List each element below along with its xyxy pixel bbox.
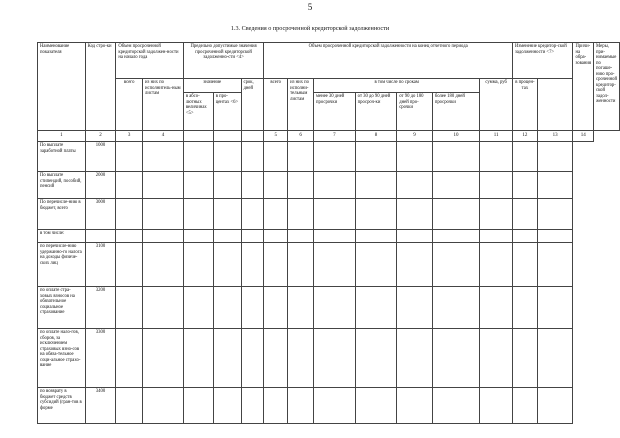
header-allowed-values: Предельно допустимые значения просроченной кредиторской задолженно-сти <4> — [183, 43, 263, 79]
data-cell[interactable] — [480, 199, 513, 230]
data-cell[interactable] — [264, 230, 288, 243]
row-line-code: 3400 — [85, 388, 116, 424]
data-cell[interactable] — [264, 199, 288, 230]
data-cell[interactable] — [355, 388, 397, 424]
row-indicator-name: по оплате нало-гов, сборов, за исключением страховых взно-сов на обяза-тельное соци-альное страхо-вание — [38, 329, 86, 388]
data-cell[interactable] — [432, 230, 479, 243]
table-row — [38, 142, 620, 172]
column-number: 4 — [143, 131, 184, 142]
data-cell[interactable] — [355, 287, 397, 329]
data-cell[interactable] — [143, 172, 184, 199]
data-cell[interactable] — [355, 230, 397, 243]
data-cell[interactable] — [213, 243, 241, 287]
data-cell[interactable] — [537, 329, 573, 388]
data-cell[interactable] — [143, 329, 184, 388]
column-number: 2 — [85, 131, 116, 142]
data-cell[interactable] — [432, 142, 479, 172]
column-number: 1 — [38, 131, 86, 142]
data-cell[interactable] — [397, 287, 433, 329]
column-number: 14 — [573, 131, 594, 142]
header-writs-end: из них по исполни-тельным листам — [288, 79, 314, 131]
data-cell[interactable] — [537, 243, 573, 287]
column-number: 7 — [314, 131, 356, 142]
data-cell[interactable] — [355, 172, 397, 199]
column-number: 6 — [288, 131, 314, 142]
header-overdue-end: Объем просроченной кредиторской задолженности на конец отчетного периода — [264, 43, 513, 79]
data-cell[interactable] — [116, 142, 143, 172]
table-row — [38, 388, 620, 424]
header-gt180: более 180 дней просрочки — [432, 93, 479, 131]
header-90-180: от 90 до 180 дней про-срочки — [397, 93, 433, 131]
data-cell[interactable] — [480, 142, 513, 172]
data-cell[interactable] — [314, 199, 356, 230]
data-rows — [38, 142, 620, 424]
data-cell[interactable] — [143, 230, 184, 243]
header-sum-rub: сумма, руб — [480, 79, 513, 131]
data-cell[interactable] — [241, 329, 264, 388]
data-cell[interactable] — [264, 243, 288, 287]
column-number: 8 — [355, 131, 397, 142]
table-row — [38, 243, 620, 287]
row-line-code: 3100 — [85, 243, 116, 287]
data-cell[interactable] — [241, 243, 264, 287]
row-line-code: 3200 — [85, 287, 116, 329]
table-row — [38, 329, 620, 388]
data-cell[interactable] — [480, 287, 513, 329]
data-cell[interactable] — [537, 230, 573, 243]
column-number: 10 — [432, 131, 479, 142]
data-cell[interactable] — [397, 142, 433, 172]
data-cell[interactable] — [512, 142, 537, 172]
data-cell[interactable] — [116, 243, 143, 287]
data-cell[interactable] — [241, 199, 264, 230]
data-cell[interactable] — [213, 230, 241, 243]
data-cell[interactable] — [480, 172, 513, 199]
data-cell[interactable] — [314, 243, 356, 287]
data-cell[interactable] — [314, 388, 356, 424]
table-row — [38, 230, 620, 243]
data-cell[interactable] — [288, 142, 314, 172]
data-cell[interactable] — [537, 172, 573, 199]
data-cell[interactable] — [355, 142, 397, 172]
data-cell[interactable] — [143, 142, 184, 172]
table-row — [38, 172, 620, 199]
data-cell[interactable] — [512, 287, 537, 329]
data-cell[interactable] — [397, 329, 433, 388]
data-cell[interactable] — [537, 287, 573, 329]
row-indicator-name: По выплате стипендий, пособий, пенсий — [38, 172, 86, 199]
data-cell[interactable] — [397, 199, 433, 230]
row-indicator-name: по перечисле-нию удержанно-го налога на доходы физиче-ских лиц — [38, 243, 86, 287]
data-cell[interactable] — [213, 142, 241, 172]
row-indicator-name: по возврату в бюджет средств субсидий (гран-тов в форме — [38, 388, 86, 424]
data-cell[interactable] — [432, 388, 479, 424]
data-cell[interactable] — [355, 199, 397, 230]
data-cell[interactable] — [397, 172, 433, 199]
column-number: 3 — [116, 131, 143, 142]
data-cell[interactable] — [512, 329, 537, 388]
data-cell[interactable] — [143, 287, 184, 329]
data-cell[interactable] — [288, 388, 314, 424]
column-numbers-row — [38, 131, 620, 142]
data-cell[interactable] — [116, 287, 143, 329]
data-cell[interactable] — [288, 230, 314, 243]
data-cell[interactable] — [264, 329, 288, 388]
table-row — [38, 287, 620, 329]
data-cell[interactable] — [355, 329, 397, 388]
data-cell[interactable] — [314, 329, 356, 388]
data-cell[interactable] — [241, 230, 264, 243]
data-cell[interactable] — [183, 287, 213, 329]
header-measures: Меры, при-нимаемые по погаше-нию про-сроченной кредитор-ской задол-женности — [594, 43, 620, 131]
data-cell[interactable] — [512, 243, 537, 287]
column-number: 12 — [512, 131, 537, 142]
header-indicator-name: Наименование показателя — [38, 43, 86, 131]
data-cell[interactable] — [183, 388, 213, 424]
data-cell[interactable] — [314, 287, 356, 329]
data-cell[interactable] — [432, 199, 479, 230]
header-in-percent: в процен-тах — [512, 79, 537, 131]
data-cell[interactable] — [116, 199, 143, 230]
data-cell[interactable] — [537, 142, 573, 172]
data-cell[interactable] — [241, 388, 264, 424]
header-absolute: в абсо-лютных величинах <5> — [183, 93, 213, 131]
data-cell[interactable] — [264, 287, 288, 329]
data-cell[interactable] — [432, 287, 479, 329]
data-cell[interactable] — [314, 230, 356, 243]
row-indicator-name: по оплате стра-ховых взносов на обязательное социальное страхование — [38, 287, 86, 329]
data-cell[interactable] — [264, 388, 288, 424]
data-cell[interactable] — [480, 243, 513, 287]
data-cell[interactable] — [116, 230, 143, 243]
data-cell[interactable] — [512, 230, 537, 243]
data-cell[interactable] — [143, 388, 184, 424]
column-number: 13 — [537, 131, 573, 142]
column-number — [183, 131, 213, 142]
data-cell[interactable] — [264, 142, 288, 172]
data-cell[interactable] — [480, 230, 513, 243]
data-cell[interactable] — [143, 199, 184, 230]
data-cell[interactable] — [213, 329, 241, 388]
data-cell[interactable] — [183, 230, 213, 243]
header-reasons: Причи-на обра-зования — [573, 43, 594, 131]
header-overdue-begin: Объем просроченной кредиторской задолжен-ности на начало года — [116, 43, 184, 79]
data-cell[interactable] — [116, 172, 143, 199]
column-number — [241, 131, 264, 142]
header-writs-begin: из них по исполнитель-ным листам — [143, 79, 184, 131]
data-cell[interactable] — [432, 329, 479, 388]
data-cell[interactable] — [432, 243, 479, 287]
data-cell[interactable] — [288, 243, 314, 287]
header-line-code: Код стро-ки — [85, 43, 116, 131]
data-cell[interactable] — [143, 243, 184, 287]
header-lt30: менее 30 дней просрочки — [314, 93, 356, 131]
data-cell[interactable] — [480, 388, 513, 424]
data-cell[interactable] — [116, 329, 143, 388]
data-cell[interactable] — [213, 388, 241, 424]
header-by-terms: в том числе по срокам — [314, 79, 480, 93]
row-indicator-name: По перечисле-нию в бюджет, всего — [38, 199, 86, 230]
column-number — [213, 131, 241, 142]
data-cell[interactable] — [288, 172, 314, 199]
data-cell[interactable] — [183, 142, 213, 172]
row-line-code: 2000 — [85, 172, 116, 199]
data-cell[interactable] — [183, 329, 213, 388]
data-cell[interactable] — [213, 287, 241, 329]
data-cell[interactable] — [397, 230, 433, 243]
data-cell[interactable] — [116, 388, 143, 424]
header-30-90: от 30 до 90 дней просроч-ки — [355, 93, 397, 131]
data-cell[interactable] — [314, 142, 356, 172]
data-cell[interactable] — [537, 199, 573, 230]
row-line-code: 3000 — [85, 199, 116, 230]
data-cell[interactable] — [288, 287, 314, 329]
column-number: 9 — [397, 131, 433, 142]
header-change: Изменение кредитор-ской задолженности <7> — [512, 43, 573, 79]
row-line-code — [85, 230, 116, 243]
row-line-code: 1000 — [85, 142, 116, 172]
row-indicator-name: По выплате заработной платы — [38, 142, 86, 172]
page-number: 5 — [307, 2, 313, 12]
data-cell[interactable] — [397, 243, 433, 287]
data-cell[interactable] — [480, 329, 513, 388]
data-cell[interactable] — [537, 388, 573, 424]
data-cell[interactable] — [241, 172, 264, 199]
column-number: 11 — [480, 131, 513, 142]
data-cell[interactable] — [512, 199, 537, 230]
overdue-payables-table — [37, 42, 620, 424]
header-percent: в про-центах <6> — [213, 93, 241, 131]
data-cell[interactable] — [397, 388, 433, 424]
data-cell[interactable] — [432, 172, 479, 199]
data-cell[interactable] — [512, 172, 537, 199]
header-total-begin: всего — [116, 79, 143, 131]
data-cell[interactable] — [213, 172, 241, 199]
header-total-end: всего — [264, 79, 288, 131]
table-row — [38, 199, 620, 230]
data-cell[interactable] — [264, 172, 288, 199]
row-line-code: 3300 — [85, 329, 116, 388]
data-cell[interactable] — [288, 329, 314, 388]
column-number: 5 — [264, 131, 288, 142]
data-cell[interactable] — [183, 243, 213, 287]
data-cell[interactable] — [512, 388, 537, 424]
data-cell[interactable] — [314, 172, 356, 199]
header-value: значение — [183, 79, 241, 93]
data-cell[interactable] — [355, 243, 397, 287]
row-indicator-name: в том числе: — [38, 230, 86, 243]
data-cell[interactable] — [183, 199, 213, 230]
data-cell[interactable] — [213, 199, 241, 230]
section-title: 1.3. Сведения о просроченной кредиторской задолженности — [230, 25, 390, 32]
data-cell[interactable] — [288, 199, 314, 230]
data-cell[interactable] — [241, 142, 264, 172]
header-term-days: срок, дней — [241, 79, 264, 131]
data-cell[interactable] — [241, 287, 264, 329]
data-cell[interactable] — [183, 172, 213, 199]
